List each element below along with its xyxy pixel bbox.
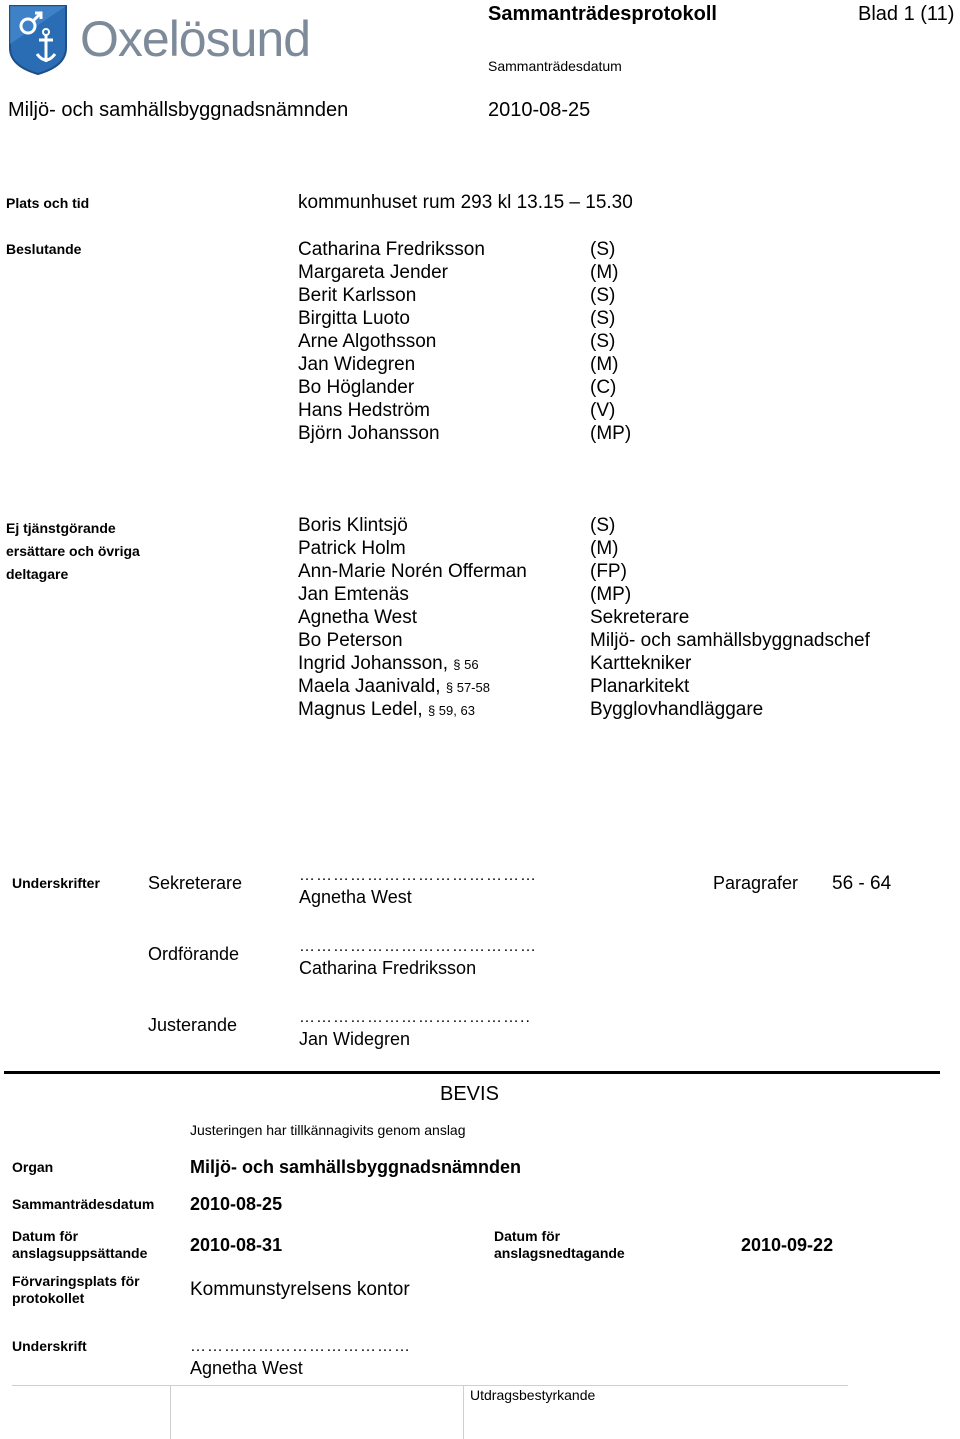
participant-role: Sekreterare	[590, 607, 690, 628]
organ-value: Miljö- och samhällsbyggnadsnämnden	[190, 1157, 522, 1177]
place-value: kommunhuset rum 293 kl 13.15 – 15.30	[298, 192, 633, 213]
removed-date-label: Datum för anslagsnedtagande	[494, 1228, 625, 1261]
logo-wordmark: Oxelösund	[80, 11, 311, 67]
municipal-shield-icon	[8, 4, 68, 76]
meeting-date-label: Sammanträdesdatum	[488, 58, 622, 74]
member-name: Arne Algothsson	[298, 331, 437, 352]
member-party: (S)	[590, 285, 616, 306]
member-name: Catharina Fredriksson	[298, 239, 485, 260]
participant-role: Planarkitekt	[590, 676, 690, 697]
participant-role: (FP)	[590, 561, 627, 582]
participant-role: (S)	[590, 515, 616, 536]
paragraphs-label: Paragrafer	[713, 873, 799, 893]
member-name: Bo Höglander	[298, 377, 415, 398]
member-name: Margareta Jender	[298, 262, 448, 283]
posted-date-value: 2010-08-31	[190, 1235, 283, 1255]
participant-row: Boris Klintsjö	[298, 515, 408, 536]
signature-role-chair: Ordförande	[148, 944, 240, 964]
member-party: (S)	[590, 308, 616, 329]
signature-role-adjuster: Justerande	[148, 1015, 238, 1035]
extract-certification-label: Utdragsbestyrkande	[470, 1387, 596, 1403]
bevis-title: BEVIS	[440, 1083, 499, 1105]
member-name: Hans Hedström	[298, 400, 430, 421]
storage-value: Kommunstyrelsens kontor	[190, 1279, 410, 1300]
participant-role: Bygglovhandläggare	[590, 699, 764, 720]
document-title: Sammanträdesprotokoll	[488, 3, 717, 25]
member-party: (S)	[590, 239, 616, 260]
participant-row: Ingrid Johansson, § 56	[298, 653, 479, 674]
member-party: (M)	[590, 262, 619, 283]
paragraph-ref: § 59, 63	[427, 703, 475, 718]
footer-column-divider	[463, 1386, 464, 1439]
signature-line: ……………………………………	[299, 867, 537, 884]
participant-role: Miljö- och samhällsbyggnadschef	[590, 630, 870, 651]
committee-name: Miljö- och samhällsbyggnadsnämnden	[8, 99, 349, 121]
member-name: Berit Karlsson	[298, 285, 417, 306]
participant-row: Magnus Ledel, § 59, 63	[298, 699, 475, 720]
signature-name: Jan Widegren	[299, 1029, 411, 1049]
paragraph-ref: § 56	[453, 657, 479, 672]
participant-row: Ann-Marie Norén Offerman	[298, 561, 527, 582]
deciding-label: Beslutande	[6, 241, 82, 257]
signature-line: ……………………………………	[299, 938, 537, 955]
meeting-date: 2010-08-25	[488, 99, 591, 121]
member-name: Björn Johansson	[298, 423, 440, 444]
page-number: Blad 1 (11)	[858, 3, 955, 25]
participant-row: Maela Jaanivald, § 57-58	[298, 676, 490, 697]
oxelosund-logo	[8, 4, 338, 76]
bevis-subtitle: Justeringen har tillkännagivits genom anslag	[190, 1122, 466, 1138]
participant-role: (M)	[590, 538, 619, 559]
participant-row: Patrick Holm	[298, 538, 406, 559]
participant-row: Bo Peterson	[298, 630, 403, 651]
signature-line: …………………………………	[190, 1338, 411, 1355]
bevis-date-value: 2010-08-25	[190, 1194, 283, 1214]
footer-column-divider	[170, 1386, 171, 1439]
footer-divider	[12, 1385, 848, 1386]
member-party: (V)	[590, 400, 616, 421]
signatures-label: Underskrifter	[12, 875, 100, 891]
posted-date-label: Datum för anslagsuppsättande	[12, 1228, 148, 1261]
deciding-names	[298, 238, 485, 445]
member-party: (S)	[590, 331, 616, 352]
member-name: Jan Widegren	[298, 354, 416, 375]
section-divider	[4, 1071, 940, 1074]
others-roles	[590, 514, 870, 721]
place-label: Plats och tid	[6, 195, 90, 211]
signature-name: Agnetha West	[190, 1358, 303, 1378]
participant-role: (MP)	[590, 584, 632, 605]
paragraphs-value: 56 - 64	[832, 873, 892, 894]
member-name: Birgitta Luoto	[298, 308, 410, 329]
member-party: (C)	[590, 377, 617, 398]
removed-date-value: 2010-09-22	[741, 1235, 834, 1255]
participant-role: Karttekniker	[590, 653, 692, 674]
organ-label: Organ	[12, 1159, 54, 1175]
signature-line: …………………………………..	[299, 1009, 531, 1026]
participant-row: Agnetha West	[298, 607, 418, 628]
signature-label: Underskrift	[12, 1338, 87, 1354]
storage-label: Förvaringsplats för protokollet	[12, 1273, 140, 1306]
others-names	[298, 514, 527, 721]
deciding-parties	[590, 238, 631, 445]
others-label: Ej tjänstgörande ersättare och övriga deltagare	[6, 520, 140, 582]
paragraph-ref: § 57-58	[445, 680, 490, 695]
bevis-date-label: Sammanträdesdatum	[12, 1196, 155, 1212]
signature-role-secretary: Sekreterare	[148, 873, 243, 893]
participant-row: Jan Emtenäs	[298, 584, 409, 605]
member-party: (M)	[590, 354, 619, 375]
member-party: (MP)	[590, 423, 632, 444]
signature-name: Agnetha West	[299, 887, 412, 907]
signature-name: Catharina Fredriksson	[299, 958, 477, 978]
